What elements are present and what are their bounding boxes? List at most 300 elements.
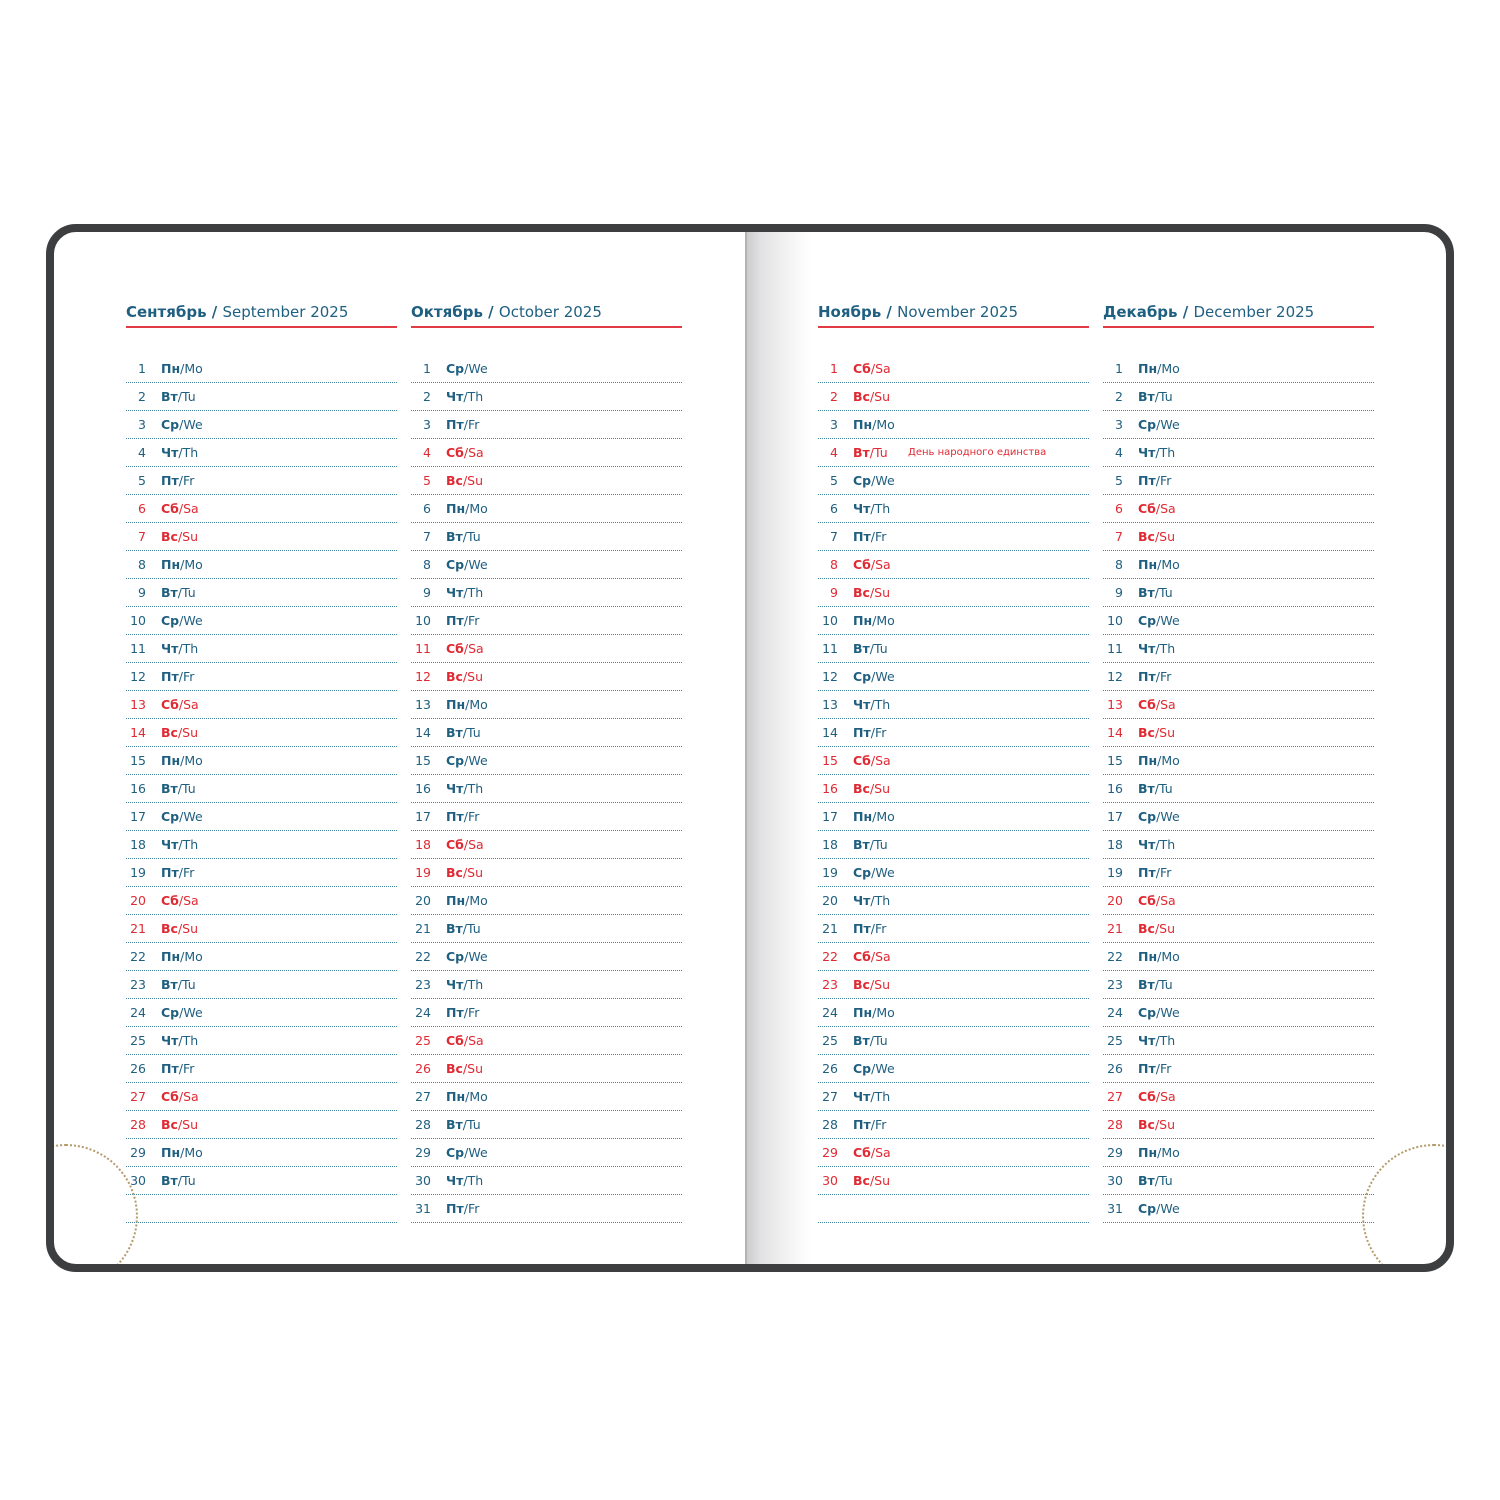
weekday-en: Sa	[183, 1089, 199, 1104]
weekday-ru: Сб	[446, 837, 464, 852]
day-row	[411, 916, 682, 943]
weekday-ru: Ср	[1138, 417, 1157, 432]
day-number: 12	[1107, 669, 1123, 684]
weekday-en: Su	[182, 1117, 199, 1132]
day-row	[1103, 692, 1374, 719]
weekday-ru: Пт	[161, 865, 179, 880]
weekday: Пт/Fr	[446, 1005, 480, 1020]
day-number: 23	[822, 977, 838, 992]
weekday: Ср/We	[161, 1005, 203, 1020]
weekday: Ср/We	[853, 1061, 895, 1076]
day-row	[1103, 468, 1374, 495]
day-number: 13	[822, 697, 838, 712]
weekday: Чт/Th	[1138, 1033, 1176, 1048]
weekday-en: Mo	[1161, 361, 1180, 376]
day-number: 4	[1115, 445, 1123, 460]
day-row	[126, 608, 397, 635]
day-row	[126, 580, 397, 607]
day-number: 17	[415, 809, 431, 824]
weekday-en: Mo	[184, 1145, 203, 1160]
weekday-ru: Вт	[853, 445, 870, 460]
day-number: 28	[130, 1117, 146, 1132]
day-row	[411, 552, 682, 579]
day-number: 31	[1107, 1201, 1123, 1216]
weekday: Ср/We	[853, 473, 895, 488]
day-row	[411, 776, 682, 803]
weekday-en: Th	[1159, 445, 1176, 460]
weekday-ru: Пн	[1138, 949, 1158, 964]
weekday-en: Mo	[1161, 1145, 1180, 1160]
day-row	[818, 1056, 1089, 1083]
weekday-ru: Сб	[853, 949, 871, 964]
weekday-ru: Ср	[853, 473, 872, 488]
day-row	[411, 888, 682, 915]
day-row	[1103, 804, 1374, 831]
weekday: Пн/Mo	[853, 1005, 895, 1020]
day-row	[818, 1084, 1089, 1111]
day-row	[818, 860, 1089, 887]
weekday-ru: Пн	[1138, 361, 1158, 376]
weekday: Вт/Tu	[161, 781, 196, 796]
weekday-en: Tu	[467, 725, 481, 740]
day-row	[411, 832, 682, 859]
weekday-ru: Пн	[446, 501, 466, 516]
weekday: Пн/Mo	[1138, 753, 1180, 768]
day-row	[126, 468, 397, 495]
weekday-ru: Вс	[446, 865, 463, 880]
weekday-en: Su	[874, 977, 891, 992]
day-number: 16	[130, 781, 146, 796]
weekday-ru: Вс	[161, 529, 178, 544]
day-number: 30	[822, 1173, 838, 1188]
day-row	[126, 860, 397, 887]
weekday: Пт/Fr	[161, 473, 195, 488]
day-row	[126, 1140, 397, 1167]
day-row	[411, 1140, 682, 1167]
day-number: 27	[822, 1089, 838, 1104]
weekday-en: Th	[182, 1033, 199, 1048]
day-row	[818, 412, 1089, 439]
day-row	[818, 440, 1089, 467]
day-number: 21	[130, 921, 146, 936]
weekday-en: Fr	[1159, 473, 1172, 488]
day-number: 27	[415, 1089, 431, 1104]
day-row	[818, 1140, 1089, 1167]
weekday-en: Sa	[1160, 1089, 1176, 1104]
day-row	[126, 1056, 397, 1083]
day-row	[126, 944, 397, 971]
day-row	[818, 384, 1089, 411]
weekday-ru: Ср	[446, 1145, 465, 1160]
weekday-ru: Пн	[161, 753, 181, 768]
weekday-en: We	[183, 809, 203, 824]
day-number: 10	[130, 613, 146, 628]
weekday: Пн/Mo	[446, 697, 488, 712]
day-row	[411, 384, 682, 411]
weekday-en: Tu	[874, 1033, 888, 1048]
weekday: Сб/Sa	[161, 697, 199, 712]
day-row	[411, 524, 682, 551]
weekday: Вт/Tu	[1138, 781, 1173, 796]
weekday-en: We	[875, 1061, 895, 1076]
weekday-ru: Чт	[853, 697, 871, 712]
day-number: 25	[822, 1033, 838, 1048]
day-number: 13	[130, 697, 146, 712]
weekday: Вс/Su	[446, 669, 484, 684]
weekday-en: We	[1160, 1201, 1180, 1216]
day-row	[1103, 664, 1374, 691]
weekday: Вс/Su	[161, 725, 199, 740]
weekday-ru: Вт	[446, 725, 463, 740]
weekday-ru: Ср	[853, 1061, 872, 1076]
weekday-en: Sa	[183, 501, 199, 516]
day-row	[818, 524, 1089, 551]
weekday-ru: Чт	[161, 641, 179, 656]
weekday-en: Fr	[467, 613, 480, 628]
weekday-ru: Чт	[1138, 445, 1156, 460]
weekday: Пт/Fr	[446, 809, 480, 824]
day-number: 10	[822, 613, 838, 628]
weekday: Пт/Fr	[853, 529, 887, 544]
day-number: 11	[822, 641, 838, 656]
day-number: 6	[423, 501, 431, 516]
weekday-ru: Пт	[1138, 1061, 1156, 1076]
weekday: Чт/Th	[446, 389, 484, 404]
weekday-en: We	[1160, 417, 1180, 432]
day-row	[126, 440, 397, 467]
weekday: Чт/Th	[446, 977, 484, 992]
day-row	[1103, 1000, 1374, 1027]
weekday: Вт/Tu	[446, 1117, 481, 1132]
weekday: Чт/Th	[853, 1089, 891, 1104]
weekday: Вт/Tu	[853, 641, 888, 656]
weekday-ru: Вт	[1138, 781, 1155, 796]
weekday-ru: Вс	[1138, 529, 1155, 544]
day-row	[1103, 1140, 1374, 1167]
month-october	[411, 302, 682, 1224]
weekday: Сб/Sa	[853, 361, 891, 376]
day-row	[411, 580, 682, 607]
day-row	[1103, 1112, 1374, 1139]
weekday-ru: Вс	[1138, 1117, 1155, 1132]
weekday: Вс/Su	[446, 473, 484, 488]
day-number: 31	[415, 1201, 431, 1216]
day-row	[818, 888, 1089, 915]
day-number: 14	[822, 725, 838, 740]
weekday-ru: Вт	[853, 837, 870, 852]
weekday-ru: Пт	[446, 809, 464, 824]
weekday-en: We	[1160, 1005, 1180, 1020]
weekday-ru: Чт	[446, 389, 464, 404]
weekday-en: Mo	[876, 1005, 895, 1020]
weekday: Сб/Sa	[1138, 501, 1176, 516]
day-number: 29	[130, 1145, 146, 1160]
day-number: 3	[830, 417, 838, 432]
weekday-en: Mo	[469, 697, 488, 712]
weekday-ru: Чт	[1138, 837, 1156, 852]
day-number: 5	[138, 473, 146, 488]
day-row	[1103, 440, 1374, 467]
weekday-en: Fr	[467, 1005, 480, 1020]
weekday: Пн/Mo	[853, 613, 895, 628]
weekday-ru: Ср	[161, 417, 180, 432]
day-row	[411, 636, 682, 663]
weekday-en: Th	[182, 837, 199, 852]
weekday-ru: Вс	[446, 473, 463, 488]
day-row	[411, 356, 682, 383]
day-number: 30	[1107, 1173, 1123, 1188]
day-list	[818, 356, 1089, 1223]
weekday: Вт/Tu	[853, 445, 888, 460]
day-number: 15	[822, 753, 838, 768]
weekday-ru: Сб	[1138, 501, 1156, 516]
weekday: Ср/We	[1138, 613, 1180, 628]
weekday-ru: Сб	[853, 361, 871, 376]
day-number: 7	[1115, 529, 1123, 544]
weekday-en: Th	[182, 445, 199, 460]
weekday-en: Th	[874, 501, 891, 516]
day-row	[126, 524, 397, 551]
weekday-en: Fr	[1159, 865, 1172, 880]
day-row	[126, 720, 397, 747]
day-number: 12	[822, 669, 838, 684]
weekday: Вс/Su	[161, 921, 199, 936]
weekday-en: Fr	[467, 417, 480, 432]
weekday-en: Fr	[182, 1061, 195, 1076]
day-number: 8	[1115, 557, 1123, 572]
day-row	[1103, 496, 1374, 523]
day-row	[1103, 888, 1374, 915]
weekday-en: We	[183, 613, 203, 628]
month-november	[818, 302, 1089, 1224]
weekday-en: Th	[874, 893, 891, 908]
weekday-en: Fr	[874, 725, 887, 740]
weekday-ru: Вт	[161, 585, 178, 600]
weekday: Вс/Su	[853, 585, 891, 600]
weekday-ru: Пн	[446, 1089, 466, 1104]
weekday-en: Th	[467, 977, 484, 992]
day-number: 19	[130, 865, 146, 880]
weekday-en: Sa	[183, 697, 199, 712]
weekday-ru: Ср	[853, 865, 872, 880]
day-number: 23	[130, 977, 146, 992]
day-number: 21	[415, 921, 431, 936]
day-number: 30	[415, 1173, 431, 1188]
day-row	[411, 664, 682, 691]
weekday-en: Tu	[1159, 977, 1173, 992]
weekday: Пт/Fr	[161, 1061, 195, 1076]
weekday-ru: Вс	[853, 977, 870, 992]
weekday: Пт/Fr	[161, 865, 195, 880]
month-title-ru: Сентябрь	[126, 303, 207, 321]
weekday: Сб/Sa	[853, 753, 891, 768]
day-row	[126, 1168, 397, 1195]
weekday: Пн/Mo	[161, 753, 203, 768]
weekday-en: Tu	[874, 445, 888, 460]
weekday-ru: Чт	[1138, 1033, 1156, 1048]
weekday: Сб/Sa	[446, 837, 484, 852]
weekday-en: We	[468, 753, 488, 768]
day-number: 5	[830, 473, 838, 488]
corner-stitching	[46, 1144, 138, 1272]
weekday-en: Tu	[874, 641, 888, 656]
weekday: Чт/Th	[1138, 837, 1176, 852]
weekday-en: Tu	[182, 781, 196, 796]
day-row	[126, 636, 397, 663]
weekday-ru: Пн	[853, 417, 873, 432]
weekday-ru: Вт	[161, 389, 178, 404]
weekday-ru: Вт	[1138, 389, 1155, 404]
weekday: Вс/Su	[1138, 921, 1176, 936]
weekday: Вт/Tu	[1138, 389, 1173, 404]
weekday: Вт/Tu	[1138, 1173, 1173, 1188]
weekday-en: Su	[874, 389, 891, 404]
weekday: Чт/Th	[161, 837, 199, 852]
weekday-ru: Вс	[1138, 725, 1155, 740]
weekday: Пн/Mo	[161, 361, 203, 376]
day-row	[411, 1056, 682, 1083]
day-number: 17	[822, 809, 838, 824]
weekday-ru: Сб	[853, 1145, 871, 1160]
month-title-ru: Ноябрь	[818, 303, 882, 321]
weekday-ru: Вс	[853, 585, 870, 600]
weekday-ru: Пт	[161, 669, 179, 684]
weekday-ru: Пн	[161, 557, 181, 572]
weekday-en: Fr	[1159, 1061, 1172, 1076]
weekday-ru: Пн	[161, 1145, 181, 1160]
weekday-en: Mo	[1161, 557, 1180, 572]
weekday: Чт/Th	[1138, 445, 1176, 460]
day-number: 14	[415, 725, 431, 740]
weekday-en: Th	[1159, 1033, 1176, 1048]
weekday: Вс/Su	[1138, 529, 1176, 544]
day-number: 1	[138, 361, 146, 376]
weekday-ru: Вт	[853, 641, 870, 656]
day-row	[126, 972, 397, 999]
weekday: Чт/Th	[446, 1173, 484, 1188]
day-number: 28	[415, 1117, 431, 1132]
day-number: 24	[415, 1005, 431, 1020]
weekday-ru: Вс	[1138, 921, 1155, 936]
weekday: Сб/Sa	[446, 1033, 484, 1048]
day-number: 2	[830, 389, 838, 404]
weekday: Ср/We	[446, 557, 488, 572]
weekday: Сб/Sa	[1138, 1089, 1176, 1104]
day-number: 9	[138, 585, 146, 600]
day-row	[411, 1084, 682, 1111]
weekday-en: Mo	[184, 753, 203, 768]
weekday-ru: Пт	[446, 1201, 464, 1216]
weekday: Сб/Sa	[446, 641, 484, 656]
day-list	[411, 356, 682, 1223]
day-number: 2	[138, 389, 146, 404]
weekday: Вт/Tu	[161, 977, 196, 992]
day-row	[1103, 580, 1374, 607]
weekday: Чт/Th	[161, 641, 199, 656]
day-number: 18	[1107, 837, 1123, 852]
weekday-en: We	[875, 669, 895, 684]
day-number: 24	[1107, 1005, 1123, 1020]
day-row	[1103, 748, 1374, 775]
weekday: Ср/We	[853, 669, 895, 684]
weekday: Ср/We	[1138, 417, 1180, 432]
weekday: Вс/Su	[161, 1117, 199, 1132]
weekday-en: Fr	[874, 1117, 887, 1132]
weekday-en: Fr	[182, 865, 195, 880]
weekday-ru: Вс	[853, 389, 870, 404]
weekday: Ср/We	[1138, 809, 1180, 824]
weekday: Пн/Mo	[1138, 557, 1180, 572]
day-list	[126, 356, 397, 1223]
weekday-ru: Чт	[853, 1089, 871, 1104]
weekday: Вт/Tu	[1138, 585, 1173, 600]
weekday-ru: Вс	[446, 669, 463, 684]
weekday-en: Tu	[467, 921, 481, 936]
weekday-ru: Пн	[1138, 753, 1158, 768]
month-title: Ноябрь / November 2025	[818, 302, 1089, 328]
day-row	[411, 440, 682, 467]
day-number: 15	[415, 753, 431, 768]
weekday-ru: Сб	[853, 753, 871, 768]
day-number: 25	[1107, 1033, 1123, 1048]
corner-stitching	[1362, 1144, 1454, 1272]
day-row	[1103, 1196, 1374, 1223]
day-row	[818, 692, 1089, 719]
day-number: 19	[415, 865, 431, 880]
day-number: 1	[423, 361, 431, 376]
weekday: Пн/Mo	[161, 949, 203, 964]
day-number: 17	[130, 809, 146, 824]
day-number: 7	[138, 529, 146, 544]
weekday: Вс/Su	[446, 865, 484, 880]
weekday: Пн/Mo	[446, 893, 488, 908]
day-row	[1103, 636, 1374, 663]
day-number: 3	[1115, 417, 1123, 432]
day-row	[126, 832, 397, 859]
weekday-en: We	[468, 949, 488, 964]
weekday: Чт/Th	[853, 501, 891, 516]
day-number: 4	[830, 445, 838, 460]
day-row	[126, 384, 397, 411]
day-number: 22	[130, 949, 146, 964]
weekday-ru: Сб	[161, 893, 179, 908]
weekday: Вт/Tu	[853, 837, 888, 852]
day-number: 3	[138, 417, 146, 432]
weekday-en: Mo	[876, 809, 895, 824]
weekday-en: Tu	[467, 1117, 481, 1132]
weekday-en: Fr	[1159, 669, 1172, 684]
weekday: Сб/Sa	[161, 1089, 199, 1104]
weekday: Пт/Fr	[853, 725, 887, 740]
day-number: 5	[1115, 473, 1123, 488]
weekday-ru: Вс	[446, 1061, 463, 1076]
weekday-en: Mo	[876, 613, 895, 628]
weekday-en: Th	[874, 1089, 891, 1104]
weekday-en: Fr	[874, 921, 887, 936]
day-row	[818, 552, 1089, 579]
weekday-ru: Вт	[161, 977, 178, 992]
weekday: Пт/Fr	[1138, 865, 1172, 880]
weekday: Вс/Su	[853, 977, 891, 992]
day-row	[1103, 916, 1374, 943]
weekday-en: Sa	[875, 949, 891, 964]
weekday: Чт/Th	[161, 1033, 199, 1048]
weekday-en: Th	[1159, 837, 1176, 852]
day-row	[411, 804, 682, 831]
day-number: 22	[415, 949, 431, 964]
weekday-en: Fr	[467, 809, 480, 824]
weekday-ru: Пн	[161, 949, 181, 964]
